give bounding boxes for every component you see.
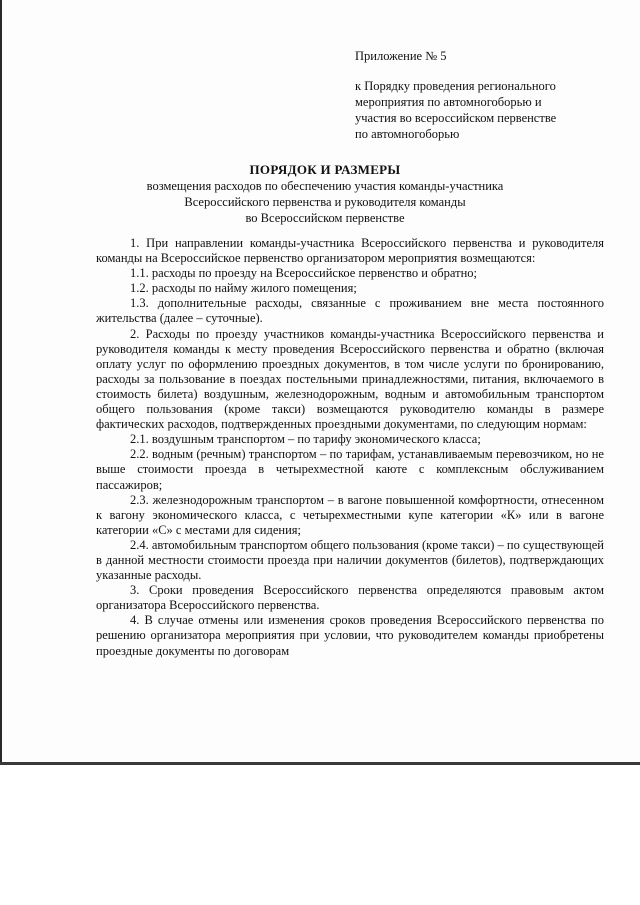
appendix-number: Приложение № 5	[355, 49, 447, 63]
title-line: возмещения расходов по обеспечению участия команды-участника	[146, 179, 504, 193]
title-line: во Всероссийском первенстве	[245, 211, 405, 225]
appendix-line: к Порядку проведения регионального	[355, 79, 556, 93]
document-title-block	[90, 162, 560, 226]
paragraph: 1.3. дополнительные расходы, связанные с проживанием вне места постоянного жительства (далее – суточные).	[96, 296, 604, 326]
paragraph: 3. Сроки проведения Всероссийского первенства определяются правовым актом организатора Всероссийского первенства.	[96, 583, 604, 613]
appendix-line: по автомногоборью	[355, 127, 460, 141]
appendix-block	[355, 48, 625, 142]
paragraph: 1.1. расходы по проезду на Всероссийское первенство и обратно;	[130, 266, 477, 281]
document-heading: ПОРЯДОК И РАЗМЕРЫ	[249, 162, 401, 177]
paragraph: 4. В случае отмены или изменения сроков проведения Всероссийского первенства по решению организатора мероприятия при условии, что руководителем команды приобретены проездные документы по договорам	[96, 613, 604, 658]
paragraph: 2.4. автомобильным транспортом общего пользования (кроме такси) – по существующей в данной местности стоимости проезда при наличии документов (билетов), подтверждающих указанные расходы.	[96, 537, 604, 583]
document-body	[96, 236, 604, 659]
paragraph: 2. Расходы по проезду участников команды-участника Всероссийского первенства и руководителя команды к месту проведения Всероссийского первенства и обратно (включая оплату услуг по оформлению проездных документов, в том числе услуги по бронированию, расходы за пользование в поездах постельными принадлежностями, питания, включаемого в стоимость билета) воздушным, железнодорожным, водным и автомобильным транспортом общего пользования (кроме такси) возмещаются руководителю команды в размере фактических расходов, подтвержденных проездными документами, по следующим нормам:	[96, 326, 604, 432]
paragraph: 2.1. воздушным транспортом – по тарифу экономического класса;	[130, 432, 481, 447]
paragraph: 1.2. расходы по найму жилого помещения;	[130, 281, 357, 296]
scan-left-edge	[0, 0, 2, 765]
paragraph: 2.2. водным (речным) транспортом – по тарифам, устанавливаемым перевозчиком, но не выше стоимости проезда в четырехместной каюте с комплексным обслуживанием пассажиров;	[96, 447, 604, 492]
scan-bottom-edge	[0, 762, 640, 765]
paragraph: 1. При направлении команды-участника Всероссийского первенства и руководителя команды на Всероссийское первенство организатором мероприятия возмещаются:	[96, 236, 604, 266]
title-line: Всероссийского первенства и руководителя команды	[184, 195, 466, 209]
appendix-line: мероприятия по автомногоборью и	[355, 95, 542, 109]
appendix-line: участия во всероссийском первенстве	[355, 111, 557, 125]
paragraph: 2.3. железнодорожным транспортом – в вагоне повышенной комфортности, отнесенном к вагону экономического класса, с четырехместными купе категории «К» или в вагоне категории «С» с местами для сидения;	[96, 492, 604, 537]
